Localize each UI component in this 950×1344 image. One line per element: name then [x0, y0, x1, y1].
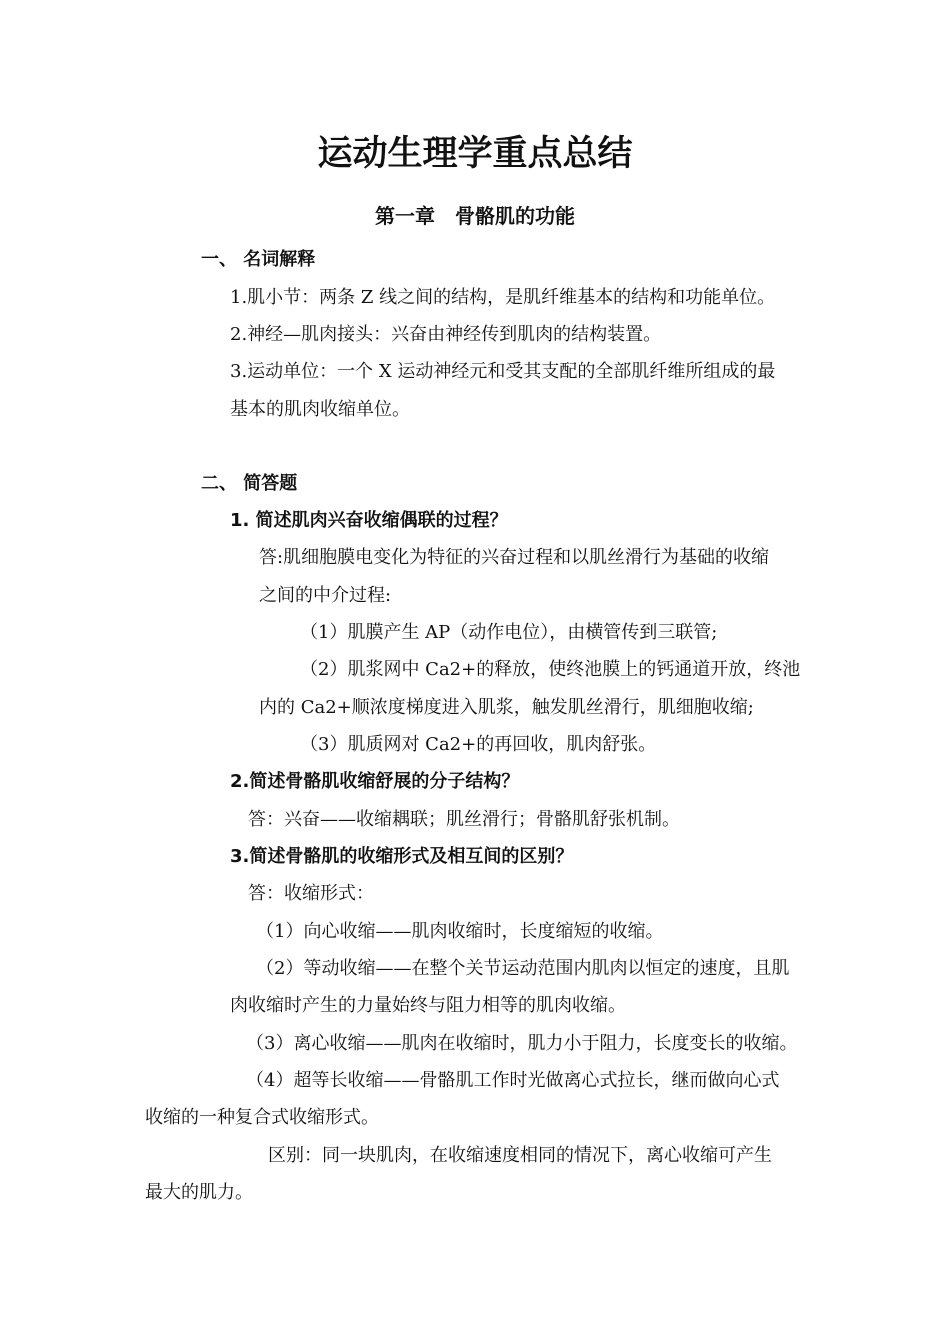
question-1: 1. 简述肌肉兴奋收缩偶联的过程？ — [230, 510, 508, 531]
answer-line: 肉收缩时产生的力量始终与阻力相等的肌肉收缩。 — [230, 995, 626, 1016]
chapter-title: 第一章 骨骼肌的功能 — [375, 204, 575, 228]
answer-line: 答:肌细胞膜电变化为特征的兴奋过程和以肌丝滑行为基础的收缩 — [259, 547, 770, 568]
term-item-continuation: 基本的肌肉收缩单位。 — [230, 399, 410, 420]
section-heading-terms: 一、 名词解释 — [201, 249, 316, 270]
answer-line: （2）肌浆网中 Ca2+的释放，使终池膜上的钙通道开放，终池 — [300, 659, 801, 680]
answer-line: 答：兴奋——收缩耦联；肌丝滑行；骨骼肌舒张机制。 — [248, 809, 680, 830]
question-2: 2.简述骨骼肌收缩舒展的分子结构？ — [230, 771, 520, 792]
answer-line: 内的 Ca2+顺浓度梯度进入肌浆，触发肌丝滑行，肌细胞收缩; — [259, 697, 754, 718]
answer-line: 答：收缩形式： — [248, 883, 374, 904]
answer-line: （1）肌膜产生 AP（动作电位），由横管传到三联管; — [300, 622, 718, 643]
document-title: 运动生理学重点总结 — [317, 134, 633, 174]
answer-line: （1）向心收缩——肌肉收缩时，长度缩短的收缩。 — [256, 921, 664, 942]
answer-line: 收缩的一种复合式收缩形式。 — [145, 1107, 379, 1128]
question-3: 3.简述骨骼肌的收缩形式及相互间的区别？ — [230, 846, 574, 867]
answer-line: （3）离心收缩——肌肉在收缩时，肌力小于阻力，长度变长的收缩。 — [246, 1033, 798, 1054]
term-item: 1.肌小节：两条 Z 线之间的结构，是肌纤维基本的结构和功能单位。 — [230, 287, 776, 308]
answer-line: 最大的肌力。 — [145, 1182, 253, 1203]
term-item: 2.神经—肌肉接头：兴奋由神经传到肌肉的结构装置。 — [230, 324, 662, 345]
answer-line: 区别：同一块肌肉，在收缩速度相同的情况下，离心收缩可产生 — [268, 1145, 772, 1166]
section-heading-questions: 二、 简答题 — [201, 473, 298, 494]
answer-line: （2）等动收缩——在整个关节运动范围内肌肉以恒定的速度，且肌 — [256, 958, 790, 979]
answer-line: （3）肌质网对 Ca2+的再回收，肌肉舒张。 — [300, 734, 657, 755]
answer-line: 之间的中介过程: — [259, 585, 392, 606]
answer-line: （4）超等长收缩——骨骼肌工作时光做离心式拉长，继而做向心式 — [246, 1070, 780, 1091]
term-item: 3.运动单位：一个 X 运动神经元和受其支配的全部肌纤维所组成的最 — [230, 361, 776, 382]
